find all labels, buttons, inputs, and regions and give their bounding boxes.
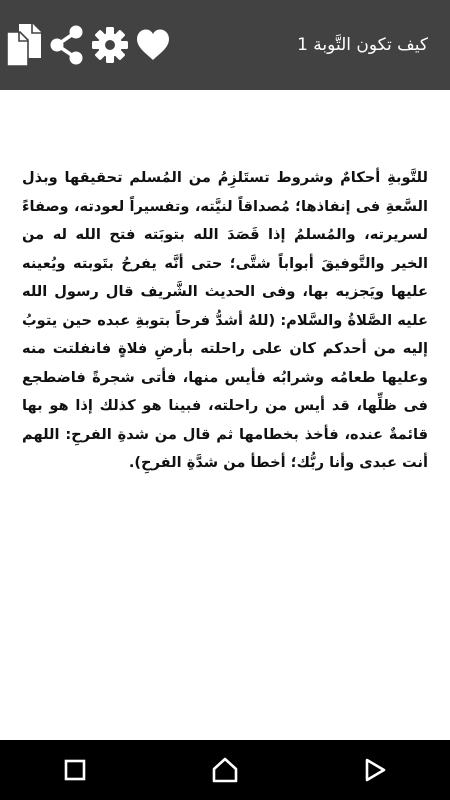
share-button[interactable]: [47, 21, 87, 69]
copy-icon: [5, 22, 43, 68]
settings-button[interactable]: [90, 21, 130, 69]
recents-icon: [63, 758, 87, 782]
toolbar-actions: [4, 21, 176, 69]
home-icon: [211, 756, 239, 784]
navigation-bar: [0, 740, 450, 800]
home-button[interactable]: [197, 746, 253, 794]
article-body: للتَّوبةِ أحكامٌ وشروط تستَلزِمُ من المُسلم تحقيقها وبذل السَّعةِ فى إنفاذها؛ مُصداقاً لنيَّته، وتفسيراً لعودته، وصفاءً لسريرته، والمُسلمُ إذا قَصَدَ الله بتوبَته فتح الله له من الخير والتَّوفيقَ أبواباً شتَّى؛ حتى أنَّه يفرحُ بتَوبته ويُعينه عليها ويَجزيه بها، وفى الحديث الشَّريف قال رسول الله عليه الصَّلاةُ والسَّلام: (للهُ أشدُّ فرحاً بتوبةِ عبده حين يتوبُ إليه من أحدكم كان على راحلته بأرضِ فلاةٍ فانفلتت منه وعليها طعامُه وشرابُه فأيس منها، فأتى شجرةً فاضطجع فى ظلِّها، قد أيس من راحلته، فبينا هو كذلك إذا هو بها قائمةٌ عنده، فأخذ بخطامها ثم قال من شدةِ الفرحِ: اللهم أنت عبدى وأنا ربُّك؛ أخطأ من شدَّةِ الفرحِ).: [22, 169, 428, 471]
article-content[interactable]: [0, 90, 450, 740]
favorite-button[interactable]: [133, 21, 173, 69]
share-icon: [49, 24, 85, 66]
back-icon: [363, 757, 387, 783]
back-button[interactable]: [347, 746, 403, 794]
page-title: كيف تكون التَّوبة 1: [297, 35, 428, 55]
app-bar: [0, 0, 450, 90]
heart-icon: [135, 28, 171, 62]
copy-button[interactable]: [4, 21, 44, 69]
recents-button[interactable]: [47, 746, 103, 794]
gear-icon: [91, 26, 129, 64]
